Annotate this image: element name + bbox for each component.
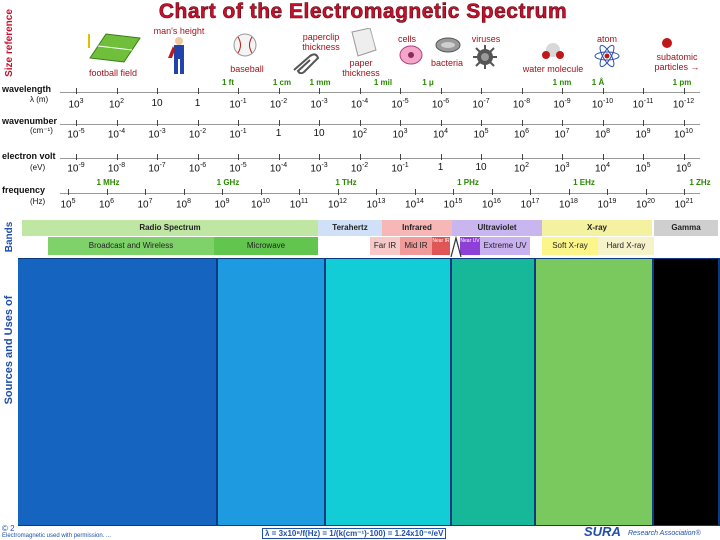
- paperclip-label: paperclip thickness: [302, 32, 340, 52]
- wavelength-value: 1: [194, 98, 201, 109]
- axis-tick: [441, 154, 442, 160]
- electron-volt-value: $10^{-2}$: [350, 162, 369, 175]
- axis-tick: [492, 189, 493, 195]
- man-figure-icon: [168, 36, 190, 81]
- axis-tick: [562, 120, 563, 126]
- electron-volt-label: electron volt: [2, 151, 56, 161]
- wavenumber-value: $10^{-5}$: [67, 128, 85, 141]
- wavelength-value: $10^3$: [68, 98, 84, 111]
- atom-icon: [594, 44, 620, 73]
- band-microwave: Microwave: [214, 237, 318, 255]
- axis-tick: [603, 154, 604, 160]
- axis-tick: [562, 154, 563, 160]
- credit-text: Electromagnetic used with permission. ...: [2, 533, 112, 539]
- axis-tick: [684, 189, 685, 195]
- frequency-value: $10^{17}$: [520, 198, 540, 211]
- axis-tick: [522, 154, 523, 160]
- axis-tick: [117, 154, 118, 160]
- wavelength-marker: 1 ft: [222, 78, 234, 87]
- axis-tick: [299, 189, 300, 195]
- frequency-unit: (Hz): [30, 197, 46, 206]
- axis-tick: [481, 120, 482, 126]
- axis-tick: [76, 88, 77, 94]
- wavelength-value: $10^{-4}$: [350, 98, 369, 111]
- electron-volt-axis: [60, 158, 700, 159]
- axis-tick: [198, 154, 199, 160]
- wavelength-axis: [60, 92, 700, 93]
- atom-label: atom: [596, 34, 617, 44]
- frequency-value: $10^5$: [60, 198, 76, 211]
- cells-label: cells: [397, 34, 416, 44]
- source-column: [536, 259, 654, 525]
- frequency-value: $10^{11}$: [289, 198, 309, 211]
- electron-volt-value: $10^{-5}$: [229, 162, 247, 175]
- axis-tick: [319, 88, 320, 94]
- axis-tick: [530, 189, 531, 195]
- axis-tick: [279, 88, 280, 94]
- frequency-value: $10^{19}$: [597, 198, 617, 211]
- axis-tick: [441, 120, 442, 126]
- axis-tick: [157, 120, 158, 126]
- wavelength-value: $10^{-2}$: [269, 98, 288, 111]
- axis-tick: [261, 189, 262, 195]
- axis-tick: [338, 189, 339, 195]
- frequency-value: $10^7$: [137, 198, 153, 211]
- wavenumber-value: $10^4$: [432, 128, 449, 141]
- axis-tick: [603, 88, 604, 94]
- band-far-ir: Far IR: [370, 237, 400, 255]
- axis-tick: [279, 120, 280, 126]
- electron-volt-value: $10^6$: [675, 162, 692, 175]
- axis-tick: [643, 88, 644, 94]
- frequency-marker: 1 ZHz: [689, 178, 711, 187]
- band-mid-ir: Mid IR: [400, 237, 432, 255]
- band-gamma: Gamma: [654, 220, 718, 236]
- axis-tick: [522, 120, 523, 126]
- axis-tick: [117, 120, 118, 126]
- axis-tick: [376, 189, 377, 195]
- electron-volt-unit: (eV): [30, 163, 46, 172]
- electron-volt-value: $10^{-4}$: [269, 162, 288, 175]
- axis-tick: [145, 189, 146, 195]
- source-column: [452, 259, 536, 525]
- axis-tick: [400, 154, 401, 160]
- electron-volt-value: $10^4$: [594, 162, 611, 175]
- axis-tick: [684, 154, 685, 160]
- electron-volt-value: $10^{-9}$: [67, 162, 85, 175]
- band-extreme-uv: Extreme UV: [480, 237, 530, 255]
- sura-logo: SURA: [584, 524, 621, 539]
- axis-tick: [107, 189, 108, 195]
- axis-tick: [481, 88, 482, 94]
- axis-tick: [441, 88, 442, 94]
- bacteria-icon: [434, 34, 462, 61]
- electron-volt-value: 1: [437, 162, 444, 173]
- wavelength-value: $10^{-1}$: [229, 98, 247, 111]
- axis-tick: [184, 189, 185, 195]
- axis-tick: [562, 88, 563, 94]
- subatomic-label: subatomic particles →: [654, 52, 700, 72]
- axis-tick: [157, 154, 158, 160]
- frequency-value: $10^{14}$: [405, 198, 424, 211]
- copyright-text: © 2: [2, 524, 15, 533]
- water-molecule-icon: [540, 40, 566, 67]
- frequency-value: $10^{18}$: [559, 198, 578, 211]
- wavenumber-value: $10^5$: [473, 128, 489, 141]
- axis-tick: [360, 120, 361, 126]
- axis-tick: [453, 189, 454, 195]
- axis-tick: [360, 154, 361, 160]
- axis-tick: [319, 154, 320, 160]
- wavenumber-value: $10^2$: [351, 128, 368, 141]
- wavenumber-value: $10^{-3}$: [148, 128, 166, 141]
- size-reference-label: Size reference: [4, 9, 15, 77]
- axis-tick: [238, 120, 239, 126]
- source-column: [218, 259, 326, 525]
- wavelength-value: $10^2$: [108, 98, 125, 111]
- wavenumber-label: wavenumber: [2, 116, 58, 126]
- electron-volt-value: $10^{-3}$: [310, 162, 328, 175]
- frequency-value: $10^8$: [175, 198, 192, 211]
- frequency-value: $10^{20}$: [636, 198, 655, 211]
- axis-tick: [238, 154, 239, 160]
- axis-tick: [607, 189, 608, 195]
- wavelength-value: $10^{-10}$: [591, 98, 614, 111]
- frequency-value: $10^{16}$: [482, 198, 501, 211]
- axis-tick: [400, 88, 401, 94]
- mans-height-label: man's height: [153, 26, 205, 36]
- axis-tick: [646, 189, 647, 195]
- band-terahertz: Terahertz: [318, 220, 382, 236]
- baseball-icon: [232, 32, 258, 63]
- axis-tick: [603, 120, 604, 126]
- baseball-label: baseball: [230, 64, 264, 74]
- wavelength-unit: λ (m): [30, 95, 49, 104]
- axis-tick: [157, 88, 158, 94]
- electron-volt-value: $10^{-6}$: [188, 162, 207, 175]
- frequency-marker: 1 THz: [335, 178, 357, 187]
- electron-volt-value: $10^3$: [554, 162, 570, 175]
- viruses-label: viruses: [471, 34, 501, 44]
- wavelength-value: $10^{-12}$: [672, 98, 695, 111]
- wavenumber-unit: (cm⁻¹): [30, 126, 53, 135]
- axis-tick: [238, 88, 239, 94]
- wavelength-marker: 1 pm: [672, 78, 692, 87]
- axis-tick: [481, 154, 482, 160]
- wavenumber-value: $10^{-4}$: [107, 128, 126, 141]
- band-ultraviolet: Ultraviolet: [452, 220, 542, 236]
- wavelength-marker: 1 mm: [309, 78, 331, 87]
- axis-tick: [400, 120, 401, 126]
- axis-tick: [222, 189, 223, 195]
- sources-label: Sources and Uses of: [3, 295, 15, 405]
- paper-label: paper thickness: [342, 58, 380, 78]
- axis-tick: [279, 154, 280, 160]
- frequency-value: $10^{15}$: [443, 198, 463, 211]
- frequency-label: frequency: [2, 185, 46, 195]
- band-radio-spectrum: Radio Spectrum: [22, 220, 318, 236]
- electron-volt-value: $10^5$: [635, 162, 651, 175]
- wavelength-value: $10^{-11}$: [632, 98, 654, 111]
- wavenumber-value: $10^{-2}$: [188, 128, 207, 141]
- band-x-ray: X-ray: [542, 220, 652, 236]
- axis-tick: [643, 120, 644, 126]
- source-column: [18, 259, 218, 525]
- axis-tick: [198, 88, 199, 94]
- frequency-value: $10^{10}$: [251, 198, 270, 211]
- wavelength-value: $10^{-6}$: [431, 98, 450, 111]
- frequency-marker: 1 PHz: [457, 178, 479, 187]
- football-field-icon: [84, 28, 142, 71]
- axis-tick: [117, 88, 118, 94]
- wavenumber-axis: [60, 124, 700, 125]
- axis-tick: [76, 120, 77, 126]
- axis-tick: [319, 120, 320, 126]
- band-broadcast-and-wireless: Broadcast and Wireless: [48, 237, 214, 255]
- sura-tagline: Research Association®: [628, 530, 701, 537]
- axis-tick: [684, 88, 685, 94]
- axis-tick: [684, 120, 685, 126]
- wavelength-value: $10^{-7}$: [472, 98, 490, 111]
- frequency-value: $10^{13}$: [366, 198, 386, 211]
- wavenumber-value: $10^8$: [594, 128, 611, 141]
- wavenumber-value: $10^{10}$: [674, 128, 693, 141]
- band-infrared: Infrared: [382, 220, 452, 236]
- wavenumber-value: $10^3$: [392, 128, 408, 141]
- axis-tick: [643, 154, 644, 160]
- wavenumber-value: 1: [275, 128, 282, 139]
- frequency-marker: 1 GHz: [216, 178, 240, 187]
- frequency-value: $10^6$: [98, 198, 115, 211]
- wavelength-label: wavelength: [2, 84, 52, 94]
- axis-tick: [360, 88, 361, 94]
- axis-tick: [76, 154, 77, 160]
- wavelength-value: $10^{-3}$: [310, 98, 328, 111]
- axis-tick: [198, 120, 199, 126]
- electron-volt-value: $10^{-8}$: [107, 162, 126, 175]
- frequency-marker: 1 MHz: [96, 178, 120, 187]
- band-hard-x-ray: Hard X-ray: [598, 237, 654, 255]
- frequency-value: $10^9$: [214, 198, 230, 211]
- electron-volt-value: 10: [475, 162, 487, 173]
- band-near-uv: Near UV: [460, 237, 480, 255]
- axis-tick: [68, 189, 69, 195]
- frequency-marker: 1 EHz: [573, 178, 595, 187]
- axis-tick: [415, 189, 416, 195]
- wavelength-value: $10^{-5}$: [391, 98, 409, 111]
- axis-tick: [569, 189, 570, 195]
- frequency-axis: [60, 193, 700, 194]
- wavelength-value: $10^{-8}$: [512, 98, 531, 111]
- electron-volt-value: $10^{-1}$: [391, 162, 409, 175]
- wavelength-marker: 1 mil: [373, 78, 393, 87]
- band-soft-x-ray: Soft X-ray: [542, 237, 598, 255]
- wavelength-marker: 1 nm: [552, 78, 572, 87]
- water-molecule-label: water molecule: [522, 64, 584, 74]
- electron-volt-value: $10^2$: [513, 162, 530, 175]
- cell-icon: [398, 44, 424, 71]
- axis-tick: [522, 88, 523, 94]
- band-near-ir: Near IR: [432, 237, 450, 255]
- frequency-value: $10^{21}$: [674, 198, 694, 211]
- source-column: [654, 259, 720, 525]
- wavelength-marker: 1 Å: [591, 78, 605, 87]
- wavenumber-value: $10^7$: [554, 128, 570, 141]
- wavenumber-value: $10^9$: [635, 128, 651, 141]
- virus-icon: [472, 44, 498, 75]
- electron-volt-value: $10^{-7}$: [148, 162, 166, 175]
- frequency-value: $10^{12}$: [328, 198, 347, 211]
- football-field-label: football field: [88, 68, 138, 78]
- wavelength-value: $10^{-9}$: [553, 98, 571, 111]
- wavenumber-value: 10: [313, 128, 325, 139]
- wavenumber-value: $10^6$: [513, 128, 530, 141]
- paperclip-icon: [290, 52, 320, 79]
- wavelength-marker: 1 cm: [272, 78, 292, 87]
- wavelength-value: 10: [151, 98, 163, 109]
- bands-label: Bands: [4, 221, 15, 253]
- source-column: [326, 259, 452, 525]
- conversion-formula: λ = 3x10⁸/f(Hz) = 1/(k(cm⁻¹)·100) = 1.24x10⁻⁶/eV: [262, 528, 446, 539]
- chart-title: Chart of the Electromagnetic Spectrum: [158, 0, 568, 23]
- wavelength-marker: 1 μ: [422, 78, 434, 87]
- wavenumber-value: $10^{-1}$: [229, 128, 247, 141]
- bacteria-label: bacteria: [430, 58, 464, 68]
